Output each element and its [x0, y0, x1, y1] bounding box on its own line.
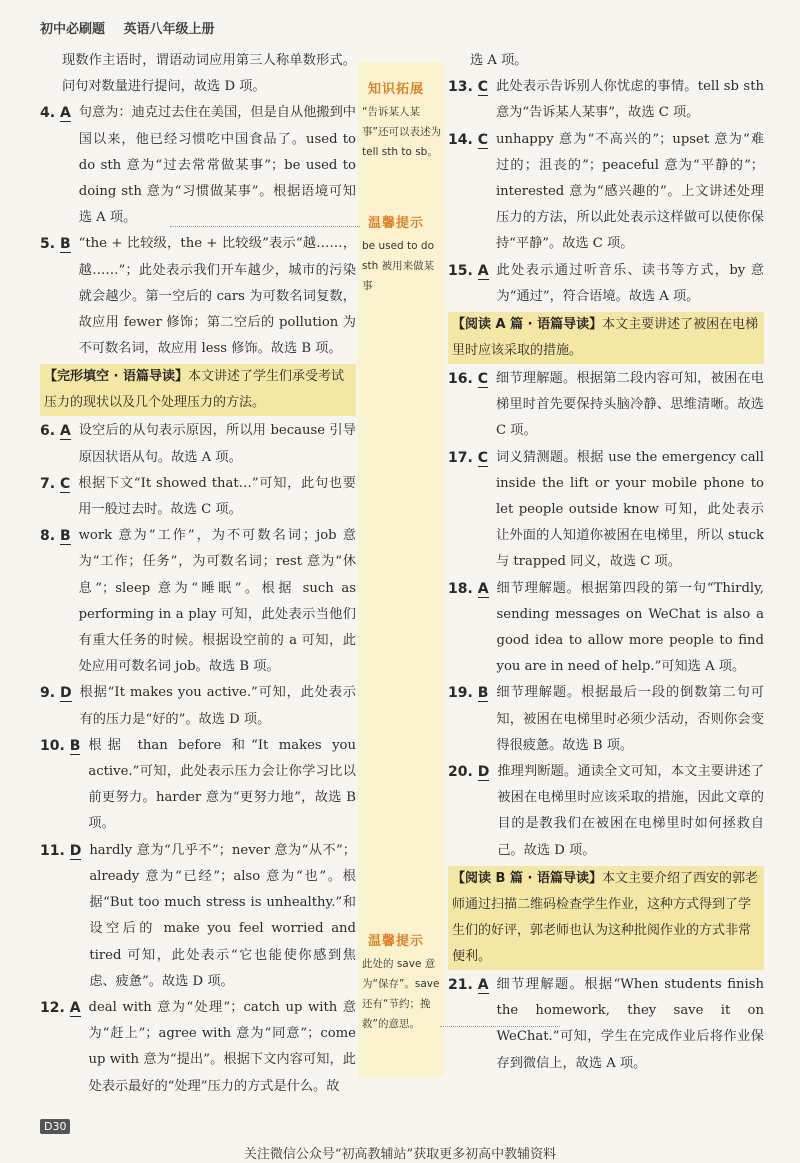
answer-item-15 [448, 258, 764, 310]
page-number: D30 [40, 1119, 70, 1134]
answer-explanation: 句意为：迪克过去住在美国，但是自从他搬到中国以来，他已经习惯吃中国食品了。used to do sth 意为“过去常常做某事”；be used to doing sth 意为“习惯做某事”。根据语境可知选 A 项。 [78, 105, 356, 226]
answer-item-8 [40, 523, 356, 680]
answer-explanation: work 意为“工作”，为不可数名词；job 意为“工作；任务”，为可数名词；rest 意为“休息”；sleep 意为“睡眠”。根据 such as performing in a play 可知，此处表示当他们有重大任务的时候。根据设空前的 a 可知，此处应用可数名词 job。故选 B 项。 [78, 528, 356, 675]
side-note-text-1: “告诉某人某事”还可以表述为 tell sth to sb。 [362, 106, 441, 158]
answer-item-6 [40, 418, 356, 470]
answer-item-7 [40, 471, 356, 523]
answer-item-10 [40, 733, 356, 838]
answer-explanation: 此处表示通过听音乐、读书等方式，by 意为“通过”，符合语境。故选 A 项。 [496, 262, 764, 304]
answer-explanation: 细节理解题。根据第四段的第一句“Thirdly, sending messages on WeChat is also a good idea to allow more people to find you are in need of help.”可知选 A 项。 [496, 580, 764, 675]
answer-item-12 [40, 995, 356, 1100]
left-column [40, 48, 356, 1100]
answer-explanation: 设空后的从句表示原因，所以用 because 引导原因状语从句。故选 A 项。 [78, 423, 356, 465]
answer-explanation: 细节理解题。根据第二段内容可知，被困在电梯里时首先要保持头脑冷静、思维清晰。故选 C 项。 [495, 371, 764, 439]
answer-explanation: 根据下文“It showed that…”可知，此句也要用一般过去时。故选 C 项。 [78, 475, 356, 518]
answer-number: 15. A [448, 262, 489, 279]
section-guide-cloze: 【完形填空 · 语篇导读】本文讲述了学生们承受考试压力的现状以及几个处理压力的方法。 [40, 364, 356, 416]
answer-number: 10. B [40, 737, 81, 754]
footer-watermark-text: 关注微信公众号“初高教辅站”获取更多初高中教辅资料 [243, 1147, 557, 1162]
answer-number: 11. D [40, 842, 82, 859]
side-note-text-3: 此处的 save 意为“保存”。save 还有“节约；挽救”的意思。 [362, 958, 440, 1030]
answer-number: 13. C [448, 79, 488, 96]
answer-explanation: 细节理解题。根据“When students finish the homework, they save it on WeChat.”可知，学生在完成作业后将作业保存到微信上，故选 A 项。 [496, 976, 764, 1071]
answer-number: 9. D [40, 685, 72, 702]
section-guide-reading-a: 【阅读 A 篇 · 语篇导读】本文主要讲述了被困在电梯里时应该采取的措施。 [448, 312, 764, 364]
answer-item-13 [448, 74, 764, 126]
answer-explanation: deal with 意为“处理”；catch up with 意为“赶上”；agree with 意为“同意”；come up with 意为“提出”。根据下文内容可知，此处表示最好的“处理”压力的方式是什么。故 [88, 999, 356, 1094]
answer-item-5 [40, 231, 356, 362]
answer-continued: 选 A 项。 [470, 53, 528, 68]
section-guide-reading-b: 【阅读 B 篇 · 语篇导读】本文主要介绍了西安的郭老师通过扫描二维码检查学生作业，这种方式得到了学生们的好评，郭老师也认为这种批阅作业的方式非常便利。 [448, 866, 764, 970]
answer-number: 4. A [40, 105, 71, 122]
answer-explanation: 词义猜测题。根据 use the emergency call inside the lift or your mobile phone to let people outside know 可知，此处表示让外面的人知道你被困在电梯里，所以 stuck 与 trapped 同义，故选 C 项。 [495, 449, 764, 570]
answer-explanation: “the + 比较级，the + 比较级”表示“越……，越……”；此处表示我们开车越少，城市的污染就会越少。第一空后的 cars 为可数名词复数，故应用 fewer 修饰；第二空后的 pollution 为不可数名词，故应用 less 修饰。故选 B 项。 [78, 236, 356, 357]
answer-explanation: 推理判断题。通读全文可知，本文主要讲述了被困在电梯里时应该采取的措施，因此文章的目的是教我们在被困在电梯里时如何拯救自己。故选 D 项。 [497, 764, 764, 858]
side-note-text-2: be used to do sth 被用来做某事 [362, 240, 435, 292]
answer-explanation: unhappy 意为“不高兴的”；upset 意为“难过的；沮丧的”；peaceful 意为“平静的”；interested 意为“感兴趣的”。上文讲述处理压力的方法，所以此处表示这样做可以使你保持“平静”。故选 C 项。 [495, 131, 764, 252]
answer-number: 12. A [40, 999, 81, 1016]
answer-item-18 [448, 576, 764, 681]
answer-number: 8. B [40, 528, 71, 545]
answer-number: 17. C [448, 449, 488, 466]
answer-number: 18. A [448, 580, 489, 597]
answer-explanation: 此处表示告诉别人你忧虑的事情。tell sb sth 意为“告诉某人某事”，故选 C 项。 [495, 79, 764, 121]
answer-item-21 [448, 972, 764, 1077]
side-note-title-3: 温馨提示 [368, 934, 425, 949]
answer-item-14 [448, 127, 764, 258]
answer-item-11 [40, 838, 356, 995]
book-series: 初中必刷题 [40, 22, 106, 37]
answer-number: 5. B [40, 236, 71, 253]
page-header [40, 18, 229, 37]
answer-continued: 现数作主语时，谓语动词应用第三人称单数形式。问句对数量进行提问，故选 D 项。 [62, 53, 356, 95]
side-note-title-2: 温馨提示 [368, 216, 425, 231]
answer-number: 19. B [448, 685, 489, 702]
answer-number: 16. C [448, 371, 488, 388]
answer-item-17 [448, 445, 764, 576]
answer-number: 21. A [448, 976, 489, 993]
answer-explanation: hardly 意为“几乎不”；never 意为“从不”；already 意为“已经”；also 意为“也”。根据“But too much stress is unhealthy.”和设空后的 make you feel worried and tired 可知，此处表示“它也能使你感到焦虑、疲惫”。故选 D 项。 [89, 842, 356, 989]
answer-explanation: 根据 than before 和“It makes you active.”可知，此处表示压力会让你学习比以前更努力。harder 意为“更努力地”，故选 B 项。 [88, 737, 356, 832]
answer-item-19 [448, 680, 764, 759]
answer-number: 20. D [448, 764, 490, 781]
answer-item-16 [448, 366, 764, 445]
side-note-title-1: 知识拓展 [368, 82, 425, 97]
answer-number: 6. A [40, 423, 71, 440]
answer-item-4 [40, 100, 356, 231]
answer-item-9 [40, 680, 356, 732]
book-title: 英语八年级上册 [123, 22, 215, 37]
answer-number: 7. C [40, 475, 71, 492]
answer-number: 14. C [448, 131, 488, 148]
answer-explanation: 细节理解题。根据最后一段的倒数第二句可知，被困在电梯里时必须少活动，否则你会变得很疲惫。故选 B 项。 [496, 685, 764, 753]
answer-item-20 [448, 759, 764, 864]
right-column [448, 48, 764, 1077]
answer-explanation: 根据“It makes you active.”可知，此处表示有的压力是“好的”。故选 D 项。 [79, 685, 356, 727]
